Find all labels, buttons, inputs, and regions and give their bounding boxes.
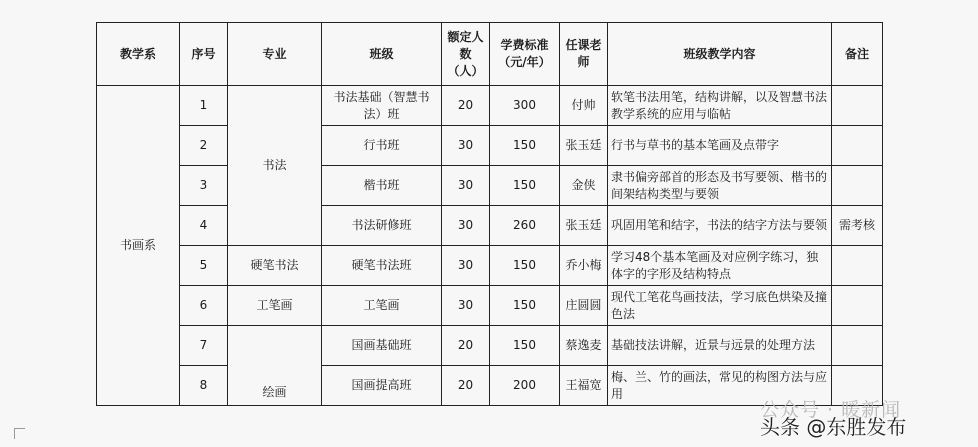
row-note xyxy=(832,326,883,366)
header-dept: 教学系 xyxy=(97,23,180,86)
row-teacher: 乔小梅 xyxy=(560,246,608,286)
row-class: 书法基础（智慧书法）班 xyxy=(322,86,442,126)
row-no: 1 xyxy=(180,86,228,126)
course-table xyxy=(96,22,883,406)
row-content: 现代工笔花鸟画技法，学习底色烘染及撞色法 xyxy=(608,286,832,326)
row-fee: 150 xyxy=(490,286,560,326)
row-class: 国画提高班 xyxy=(322,366,442,406)
major-cell-gongbi: 工笔画 xyxy=(228,286,322,326)
row-class: 硬笔书法班 xyxy=(322,246,442,286)
row-class: 书法研修班 xyxy=(322,206,442,246)
row-fee: 200 xyxy=(490,366,560,406)
row-class: 国画基础班 xyxy=(322,326,442,366)
row-note xyxy=(832,126,883,166)
row-content: 基础技法讲解，近景与远景的处理方法 xyxy=(608,326,832,366)
major-cell-pen: 硬笔书法 xyxy=(228,246,322,286)
row-quota: 30 xyxy=(442,246,490,286)
row-no: 2 xyxy=(180,126,228,166)
row-no: 8 xyxy=(180,366,228,406)
row-content: 隶书偏旁部首的形态及书写要领、楷书的间架结构类型与要领 xyxy=(608,166,832,206)
row-fee: 260 xyxy=(490,206,560,246)
row-no: 6 xyxy=(180,286,228,326)
major-cell-calligraphy: 书法 xyxy=(228,86,322,246)
header-fee: 学费标准（元/年） xyxy=(490,23,560,86)
major-cell-painting: 绘画 xyxy=(228,326,322,406)
toutiao-watermark: 头条 @东胜发布 xyxy=(760,415,907,439)
header-note: 备注 xyxy=(832,23,883,86)
table-row xyxy=(97,326,883,366)
row-fee: 150 xyxy=(490,246,560,286)
row-content: 软笔书法用笔，结构讲解，以及智慧书法教学系统的应用与临帖 xyxy=(608,86,832,126)
table-row xyxy=(97,246,883,286)
row-fee: 150 xyxy=(490,166,560,206)
row-no: 4 xyxy=(180,206,228,246)
table-row xyxy=(97,286,883,326)
row-content: 巩固用笔和结字，书法的结字方法与要领 xyxy=(608,206,832,246)
row-teacher: 张玉廷 xyxy=(560,206,608,246)
row-class: 楷书班 xyxy=(322,166,442,206)
row-fee: 300 xyxy=(490,86,560,126)
table-row xyxy=(97,206,883,246)
row-quota: 30 xyxy=(442,166,490,206)
row-teacher: 庄圆圆 xyxy=(560,286,608,326)
row-note: 需考核 xyxy=(832,206,883,246)
dept-cell: 书画系 xyxy=(97,86,180,406)
row-note xyxy=(832,166,883,206)
row-no: 5 xyxy=(180,246,228,286)
row-class: 工笔画 xyxy=(322,286,442,326)
row-note xyxy=(832,86,883,126)
row-no: 3 xyxy=(180,166,228,206)
table-row xyxy=(97,86,883,126)
header-content: 班级教学内容 xyxy=(608,23,832,86)
row-class: 行书班 xyxy=(322,126,442,166)
row-fee: 150 xyxy=(490,126,560,166)
row-teacher: 王福宽 xyxy=(560,366,608,406)
row-quota: 20 xyxy=(442,86,490,126)
header-row xyxy=(97,23,883,86)
row-quota: 20 xyxy=(442,326,490,366)
page-corner-mark xyxy=(14,428,25,439)
row-note xyxy=(832,286,883,326)
table-row xyxy=(97,126,883,166)
row-quota: 30 xyxy=(442,126,490,166)
row-teacher: 张玉廷 xyxy=(560,126,608,166)
row-content: 行书与草书的基本笔画及点带字 xyxy=(608,126,832,166)
row-content: 学习48个基本笔画及对应例字练习，独体字的字形及结构特点 xyxy=(608,246,832,286)
row-quota: 30 xyxy=(442,206,490,246)
row-teacher: 付帅 xyxy=(560,86,608,126)
table-row xyxy=(97,166,883,206)
header-no: 序号 xyxy=(180,23,228,86)
wechat-watermark: 公众号 · 暖新闻 xyxy=(760,399,902,421)
row-no: 7 xyxy=(180,326,228,366)
row-teacher: 金侠 xyxy=(560,166,608,206)
header-teacher: 任课老师 xyxy=(560,23,608,86)
row-quota: 20 xyxy=(442,366,490,406)
row-fee: 150 xyxy=(490,326,560,366)
header-quota: 额定人数（人） xyxy=(442,23,490,86)
row-quota: 30 xyxy=(442,286,490,326)
row-content: 梅、兰、竹的画法，常见的构图方法与应用 xyxy=(608,366,832,406)
row-teacher: 蔡逸麦 xyxy=(560,326,608,366)
header-class: 班级 xyxy=(322,23,442,86)
row-note xyxy=(832,246,883,286)
header-major: 专业 xyxy=(228,23,322,86)
